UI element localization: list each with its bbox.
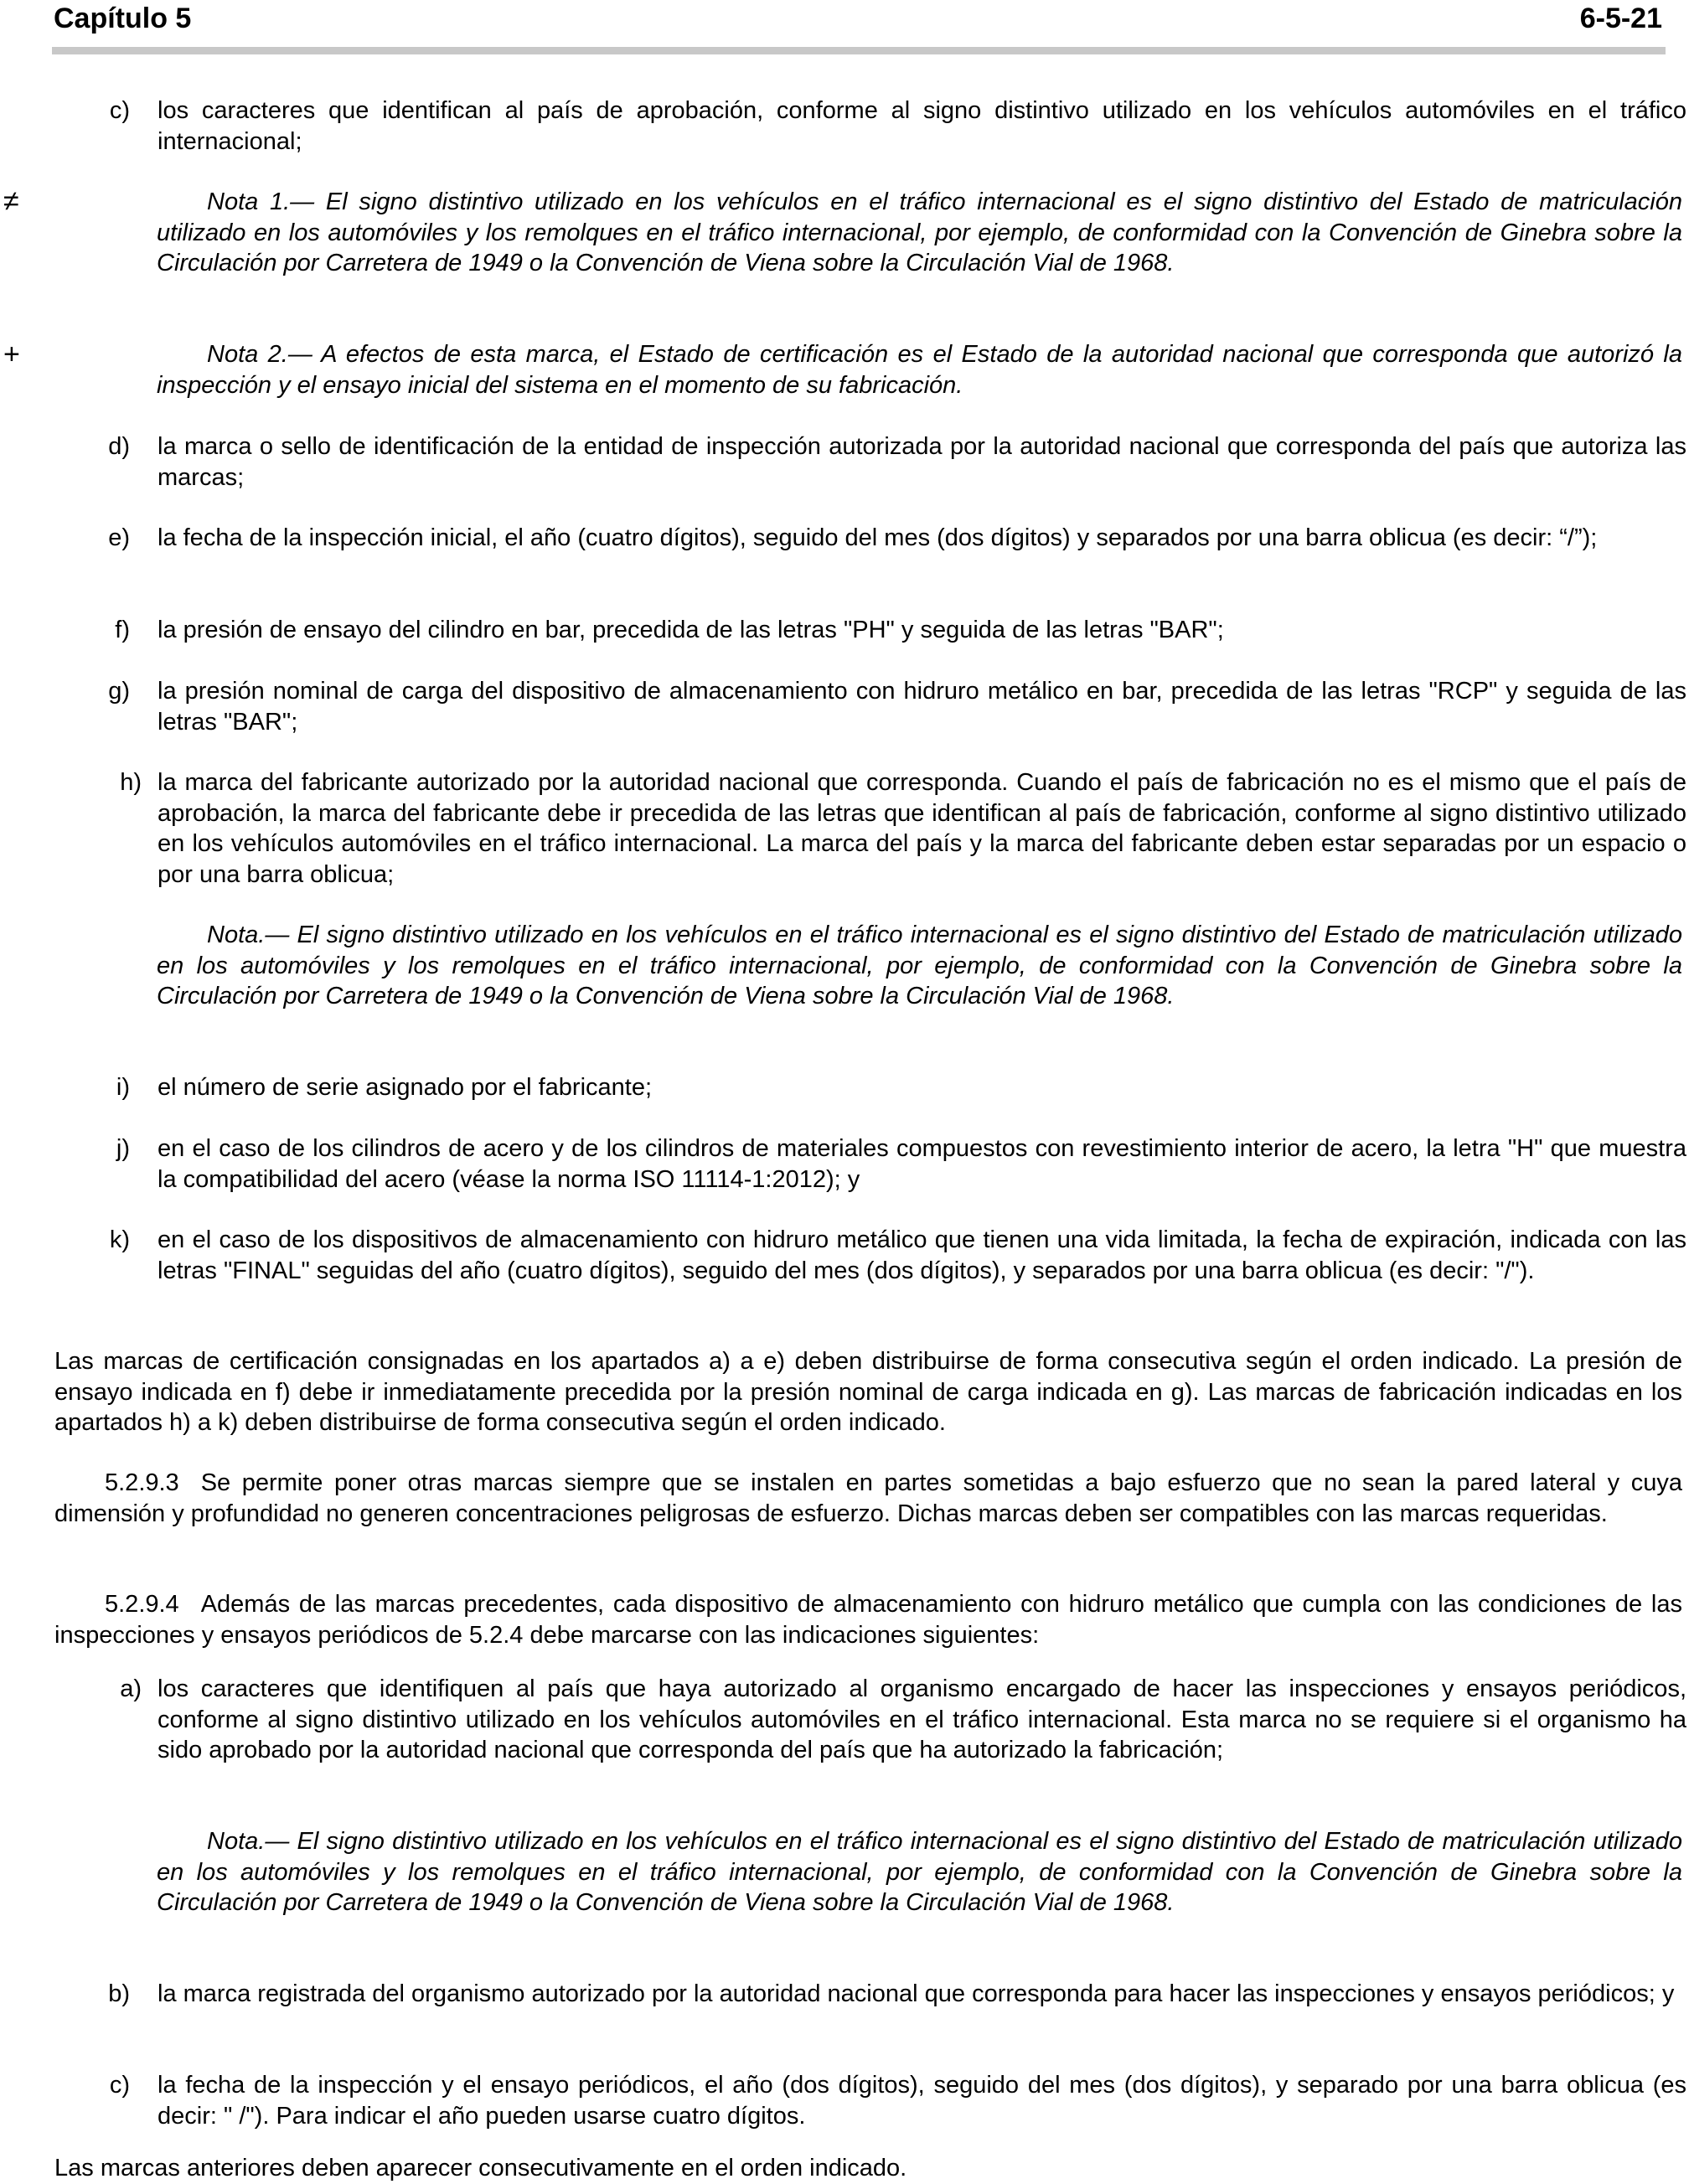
list-label: h) (120, 769, 142, 796)
list-label: c) (109, 97, 130, 124)
list-text: la marca o sello de identificación de la entidad de inspección autorizada por la autoridad nacional que corresponda del país que autoriza las marcas; (158, 433, 1686, 491)
list-text: la fecha de la inspección inicial, el año (cuatro dígitos), seguido del mes (dos dígitos) y separados por una barra oblicua (es decir: “/”); (158, 524, 1598, 551)
list-text: el número de serie asignado por el fabricante; (158, 1074, 653, 1101)
list-text: la marca del fabricante autorizado por la autoridad nacional que corresponda. Cuando el país de fabricación no es el mismo que el país de aprobación, la marca del fabricante debe ir precedida de las letras que identifican al país de fabricación, conforme al signo distintivo utilizado en los vehículos automóviles en el tráfico internacional. La marca del país y la marca del fabricante deben estar separadas por un espacio o por una barra oblicua; (158, 769, 1686, 888)
list-text: la marca registrada del organismo autorizado por la autoridad nacional que corresponda para hacer las inspecciones y ensayos periódicos; y (158, 1980, 1675, 2007)
list-label: a) (120, 1675, 142, 1702)
list-label: i) (116, 1074, 130, 1101)
page-number: 6-5-21 (1579, 3, 1662, 34)
section-paragraph (54, 1589, 1682, 1650)
list-label: b) (108, 1980, 130, 2007)
list-label: j) (116, 1135, 130, 1162)
list-label: g) (108, 678, 130, 705)
list-label: k) (109, 1226, 130, 1253)
note-text: Nota.— El signo distintivo utilizado en los vehículos en el tráfico internacional es el signo distintivo del Estado de matriculación utilizado en los automóviles y los remolques en el tráfico internacional, por ejemplo, de conformidad con la Convención de Ginebra sobre la Circulación por Carretera de 1949 o la Convención de Viena sobre la Circulación Vial de 1968. (157, 922, 1682, 1009)
section-number: 5.2.9.4 (105, 1591, 179, 1618)
section-paragraph (54, 1468, 1682, 1529)
list-label: d) (108, 433, 130, 460)
list-label: f) (115, 617, 130, 643)
note-text: Nota 2.— A efectos de esta marca, el Estado de certificación es el Estado de la autoridad nacional que corresponda que autorizó la inspección y el ensayo inicial del sistema en el momento de su fabricación. (157, 341, 1682, 399)
note-text: Nota.— El signo distintivo utilizado en los vehículos en el tráfico internacional es el signo distintivo del Estado de matriculación utilizado en los automóviles y los remolques en el tráfico internacional, por ejemplo, de conformidad con la Convención de Ginebra sobre la Circulación por Carretera de 1949 o la Convención de Viena sobre la Circulación Vial de 1968. (157, 1828, 1682, 1916)
list-text: los caracteres que identifiquen al país que haya autorizado al organismo encargado de hacer las inspecciones y ensayos periódicos, conforme al signo distintivo utilizado en los vehículos automóviles en el tráfico internacional. Esta marca no se requiere si el organismo ha sido aprobado por la autoridad nacional que corresponda del país que ha autorizado la fabricación; (158, 1675, 1686, 1763)
note-text: Nota 1.— El signo distintivo utilizado en los vehículos en el tráfico internacional es el signo distintivo del Estado de matriculación utilizado en los automóviles y los remolques en el tráfico internacional, por ejemplo, de conformidad con la Convención de Ginebra sobre la Circulación por Carretera de 1949 o la Convención de Viena sobre la Circulación Vial de 1968. (157, 188, 1682, 276)
section-number: 5.2.9.3 (105, 1469, 179, 1496)
chapter-title: Capítulo 5 (54, 3, 192, 34)
list-text: en el caso de los dispositivos de almacenamiento con hidruro metálico que tienen una vida limitada, la fecha de expiración, indicada con las letras "FINAL" seguidas del año (cuatro dígitos), seguido del mes (dos dígitos), y separados por una barra oblicua (es decir: "/"). (158, 1226, 1686, 1284)
paragraph-text: Las marcas anteriores deben aparecer consecutivamente en el orden indicado. (54, 2155, 907, 2181)
change-mark-plus: + (3, 338, 20, 370)
section-text: Se permite poner otras marcas siempre que se instalen en partes sometidas a bajo esfuerzo que no sean la pared lateral y cuya dimensión y profundidad no generen concentraciones peligrosas de esfuerzo. Dichas marcas deben ser compatibles con las marcas requeridas. (54, 1469, 1682, 1527)
list-label: e) (108, 524, 130, 551)
list-text: la fecha de la inspección y el ensayo periódicos, el año (dos dígitos), seguido del mes (dos dígitos), y separado por una barra oblicua (es decir: " /"). Para indicar el año pueden usarse cuatro dígitos. (158, 2072, 1686, 2130)
list-text: los caracteres que identifican al país de aprobación, conforme al signo distintivo utilizado en los vehículos automóviles en el tráfico internacional; (158, 97, 1686, 155)
section-text: Además de las marcas precedentes, cada dispositivo de almacenamiento con hidruro metálico que cumpla con las condiciones de las inspecciones y ensayos periódicos de 5.2.4 debe marcarse con las indicaciones siguientes: (54, 1591, 1682, 1649)
list-text: la presión de ensayo del cilindro en bar, precedida de las letras "PH" y seguida de las letras "BAR"; (158, 617, 1224, 643)
list-text: en el caso de los cilindros de acero y de los cilindros de materiales compuestos con revestimiento interior de acero, la letra "H" que muestra la compatibilidad del acero (véase la norma ISO 11114-1:2012); y (158, 1135, 1686, 1193)
list-text: la presión nominal de carga del dispositivo de almacenamiento con hidruro metálico en bar, precedida de las letras "RCP" y seguida de las letras "BAR"; (158, 678, 1686, 736)
list-label: c) (109, 2072, 130, 2099)
page-header (52, 2, 1666, 54)
paragraph-text: Las marcas de certificación consignadas en los apartados a) a e) deben distribuirse de forma consecutiva según el orden indicado. La presión de ensayo indicada en f) debe ir inmediatamente precedida por la presión nominal de carga indicada en g). Las marcas de fabricación indicadas en los apartados h) a k) deben distribuirse de forma consecutiva según el orden indicado. (54, 1348, 1682, 1436)
change-mark-not-equal: ≠ (3, 185, 19, 217)
